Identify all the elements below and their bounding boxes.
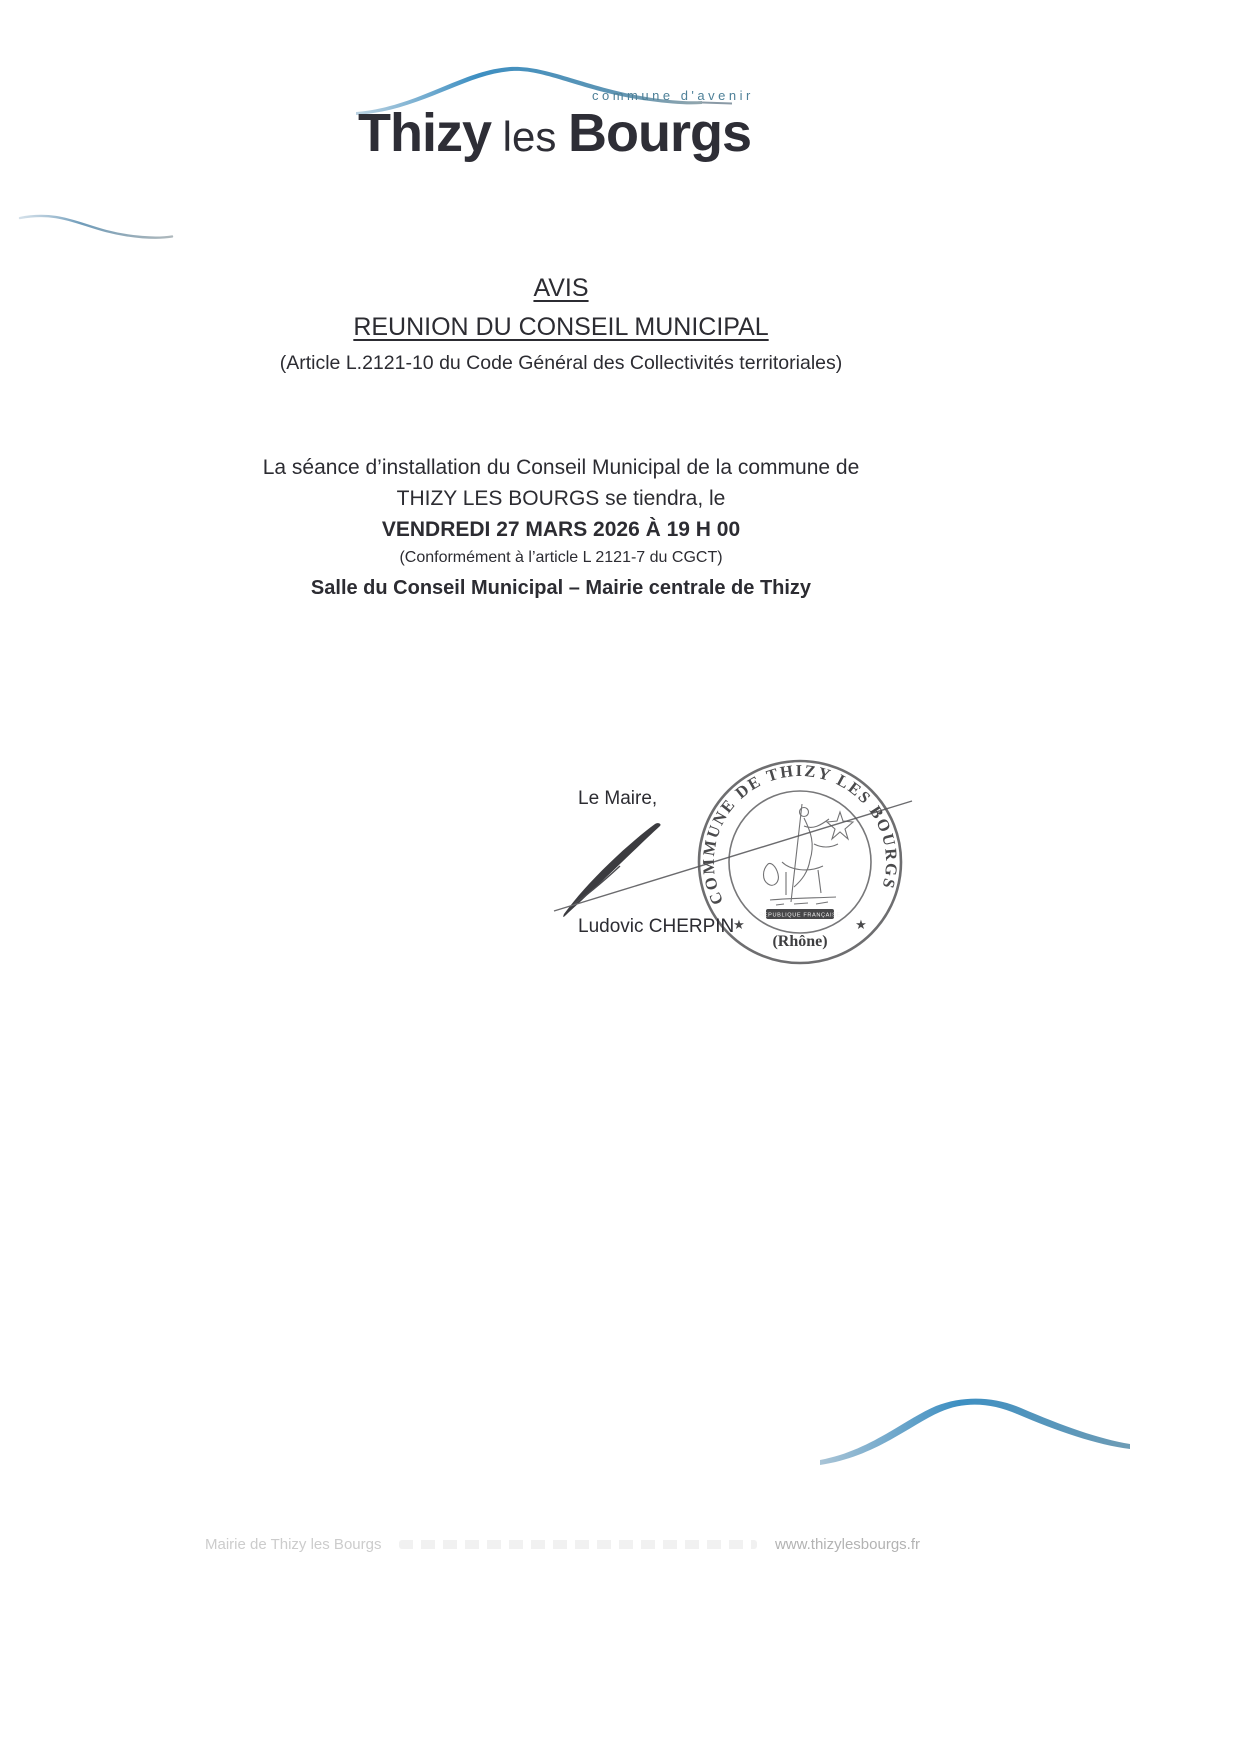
stamp-department-text: (Rhône): [772, 933, 828, 950]
logo-word-bourgs: Bourgs: [568, 103, 752, 163]
margin-wave-icon: [14, 204, 179, 252]
stamp-ring-text: COMMUNE DE THIZY LES BOURGS: [698, 760, 902, 908]
stamp-marianne-figure-icon: [764, 804, 854, 905]
notice-body: [0, 452, 1122, 603]
signatory-name: Ludovic CHERPIN: [578, 916, 735, 937]
stamp-republique-banner: [759, 909, 841, 919]
stamp-republique-text: REPUBLIQUE FRANÇAISE: [759, 912, 841, 919]
svg-text:COMMUNE DE THIZY LES BOURGS: [699, 761, 902, 908]
stamp-star-left-icon: ★: [733, 917, 745, 932]
body-article-reference: (Conformément à l’article L 2121-7 du CGCT): [399, 549, 723, 566]
footer-faded-text: [399, 1540, 756, 1549]
logo-wordmark: [358, 102, 751, 164]
logo-word-thizy: Thizy: [358, 103, 492, 163]
notice-heading: [0, 272, 1122, 377]
body-line-2: THIZY LES BOURGS se tiendra, le: [396, 487, 726, 510]
official-round-stamp: [690, 752, 910, 972]
signatory-title: Le Maire,: [578, 788, 658, 809]
meeting-datetime: VENDREDI 27 MARS 2026 À 19 H 00: [381, 518, 741, 541]
page-footer: [205, 1536, 920, 1553]
footer-mairie-text: Mairie de Thizy les Bourgs: [205, 1536, 382, 1553]
notice-title: AVIS: [533, 274, 589, 302]
notice-article-reference: (Article L.2121-10 du Code Général des Collectivités territoriales): [279, 352, 843, 374]
notice-subtitle: REUNION DU CONSEIL MUNICIPAL: [353, 313, 769, 341]
stamp-star-right-icon: ★: [855, 917, 867, 932]
footer-wave-icon: [815, 1385, 1135, 1477]
meeting-venue: Salle du Conseil Municipal – Mairie centrale de Thizy: [310, 577, 812, 599]
logo-word-les: les: [491, 113, 569, 160]
commune-logo: [350, 58, 780, 178]
footer-website-text: www.thizylesbourgs.fr: [774, 1536, 920, 1553]
logo-tagline: commune d'avenir: [592, 88, 754, 103]
body-line-1: La séance d’installation du Conseil Municipal de la commune de: [262, 456, 860, 479]
